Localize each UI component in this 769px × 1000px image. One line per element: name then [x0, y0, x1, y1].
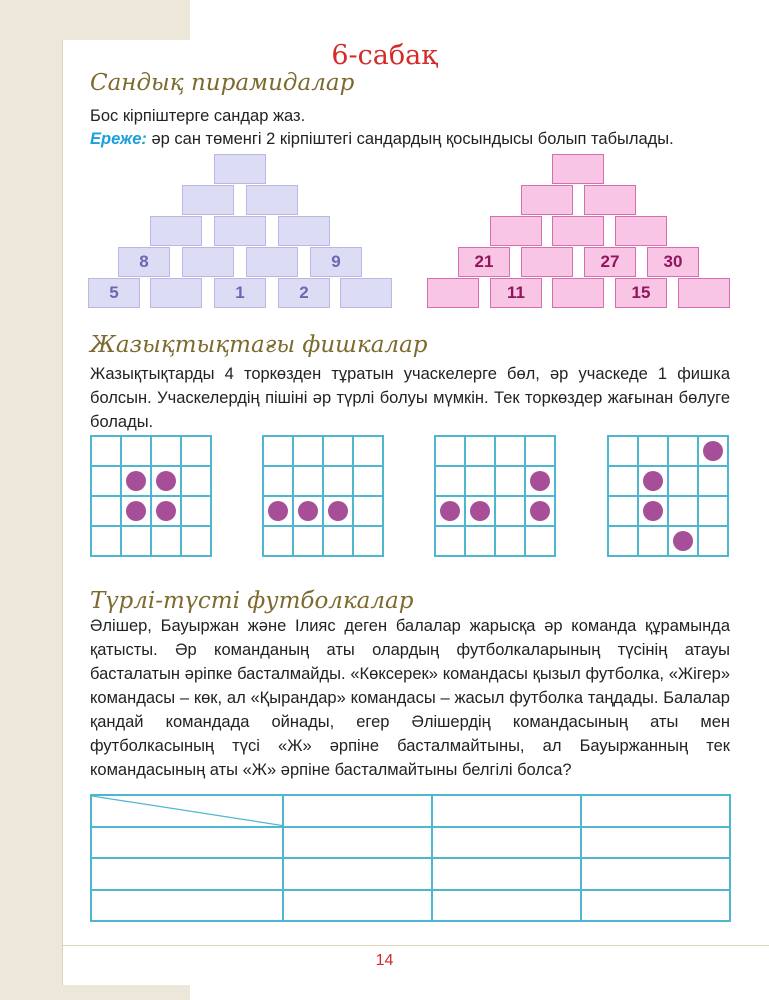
- grid-cell[interactable]: [698, 526, 728, 556]
- grid-cell[interactable]: [668, 526, 698, 556]
- grid-cell[interactable]: [465, 436, 495, 466]
- pyramids-rule: [90, 127, 730, 151]
- table-cell[interactable]: [581, 795, 730, 827]
- grid-cell[interactable]: [151, 526, 181, 556]
- grid-cell[interactable]: [435, 526, 465, 556]
- grid-cell[interactable]: [91, 496, 121, 526]
- grid-cell[interactable]: [293, 436, 323, 466]
- chip-icon: [530, 501, 550, 521]
- table-cell[interactable]: [283, 827, 432, 859]
- brick[interactable]: [552, 216, 604, 246]
- grid-cell[interactable]: [151, 436, 181, 466]
- grid-cell[interactable]: [465, 526, 495, 556]
- grid-cell[interactable]: [121, 496, 151, 526]
- brick[interactable]: [150, 278, 202, 308]
- brick[interactable]: [678, 278, 730, 308]
- table-cell[interactable]: [283, 890, 432, 922]
- chip-icon: [643, 471, 663, 491]
- grid-cell[interactable]: [293, 496, 323, 526]
- chip-icon: [673, 531, 693, 551]
- chip-icon: [298, 501, 318, 521]
- table-corner-cell[interactable]: [91, 795, 283, 827]
- grid-cell[interactable]: [91, 526, 121, 556]
- grid-cell[interactable]: [293, 526, 323, 556]
- grid-cell[interactable]: [638, 526, 668, 556]
- shirts-text: Әлішер, Бауыржан және Ілияс деген балалар жарысқа әр команда құрамында қатысты. Әр команданың аты олардың футболкаларының түсінің атауы басталатын әріпке басталмайды. «Көксерек» командасы қызыл футболка, «Жігер» командасы – көк, ал «Қырандар» командасы – жасыл футболка таңдады. Балалар қандай командада ойнады, егер Әлішердің командасының аты мен футболкасының түсі «Ж» әрпіне басталмайтыны, ал Бауыржанның тек командасының аты «Ж» әрпіне басталмайтыны белгілі болса?: [90, 617, 730, 779]
- grid-cell[interactable]: [698, 466, 728, 496]
- brick[interactable]: [584, 185, 636, 215]
- grid-cell[interactable]: [435, 496, 465, 526]
- brick[interactable]: 11: [490, 278, 542, 308]
- chip-icon: [156, 471, 176, 491]
- grid-cell[interactable]: [353, 466, 383, 496]
- brick[interactable]: [615, 216, 667, 246]
- table-cell[interactable]: [581, 858, 730, 890]
- grid-cell[interactable]: [435, 466, 465, 496]
- brick[interactable]: [214, 216, 266, 246]
- rule-text: әр сан төменгі 2 кірпіштегі сандардың қосындысы болып табылады.: [146, 130, 674, 148]
- brick[interactable]: 8: [118, 247, 170, 277]
- grid-cell[interactable]: [181, 436, 211, 466]
- brick[interactable]: 15: [615, 278, 667, 308]
- grid-cell[interactable]: [353, 526, 383, 556]
- table-cell[interactable]: [91, 858, 283, 890]
- brick[interactable]: 9: [310, 247, 362, 277]
- brick[interactable]: 21: [458, 247, 510, 277]
- grid-cell[interactable]: [495, 436, 525, 466]
- grid-cell[interactable]: [181, 496, 211, 526]
- grid-cell[interactable]: [638, 496, 668, 526]
- grid-cell[interactable]: [495, 496, 525, 526]
- grid-cell[interactable]: [121, 526, 151, 556]
- grid-cell[interactable]: [151, 466, 181, 496]
- grid-cell[interactable]: [608, 436, 638, 466]
- diagonal-divider: [92, 796, 282, 826]
- brick[interactable]: 30: [647, 247, 699, 277]
- brick[interactable]: [278, 216, 330, 246]
- table-cell[interactable]: [581, 827, 730, 859]
- chip-grid-2: [262, 435, 384, 557]
- brick[interactable]: [246, 185, 298, 215]
- grid-cell[interactable]: [435, 436, 465, 466]
- brick[interactable]: [214, 154, 266, 184]
- chip-grid-3: [434, 435, 556, 557]
- grid-cell[interactable]: [263, 466, 293, 496]
- chip-icon: [328, 501, 348, 521]
- grid-cell[interactable]: [465, 496, 495, 526]
- grid-cell[interactable]: [181, 466, 211, 496]
- table-cell[interactable]: [581, 890, 730, 922]
- grid-cell[interactable]: [353, 496, 383, 526]
- brick[interactable]: [182, 185, 234, 215]
- chip-grid-4: [607, 435, 729, 557]
- brick[interactable]: 2: [278, 278, 330, 308]
- brick[interactable]: [340, 278, 392, 308]
- brick[interactable]: [182, 247, 234, 277]
- grid-cell[interactable]: [121, 436, 151, 466]
- section-title-chips: Жазықтықтағы фишкалар: [90, 332, 428, 358]
- page-number: 14: [375, 952, 394, 969]
- grid-cell[interactable]: [353, 436, 383, 466]
- grid-cell[interactable]: [668, 436, 698, 466]
- grid-cell[interactable]: [638, 466, 668, 496]
- brick[interactable]: [427, 278, 479, 308]
- grid-cell[interactable]: [263, 496, 293, 526]
- brick[interactable]: [150, 216, 202, 246]
- grid-cell[interactable]: [608, 466, 638, 496]
- brick[interactable]: 27: [584, 247, 636, 277]
- brick[interactable]: [552, 154, 604, 184]
- brick[interactable]: 1: [214, 278, 266, 308]
- grid-cell[interactable]: [323, 466, 353, 496]
- table-cell[interactable]: [432, 890, 581, 922]
- table-row: [91, 890, 730, 922]
- table-cell[interactable]: [432, 795, 581, 827]
- table-row: [91, 827, 730, 859]
- grid-cell[interactable]: [181, 526, 211, 556]
- grid-cell[interactable]: [638, 436, 668, 466]
- brick[interactable]: [521, 247, 573, 277]
- table-row: [91, 795, 730, 827]
- grid-cell[interactable]: [525, 496, 555, 526]
- answer-table: [90, 794, 731, 922]
- brick[interactable]: [521, 185, 573, 215]
- rule-label: Ереже:: [90, 130, 147, 148]
- grid-cell[interactable]: [263, 526, 293, 556]
- table-cell[interactable]: [432, 827, 581, 859]
- grid-cell[interactable]: [495, 526, 525, 556]
- chip-icon: [440, 501, 460, 521]
- lesson-title: 6-сабақ: [331, 40, 438, 71]
- chip-icon: [530, 471, 550, 491]
- table-cell[interactable]: [283, 795, 432, 827]
- chip-icon: [703, 441, 723, 461]
- chips-text: Жазықтықтарды 4 торкөзден тұратын учаскелерге бөл, әр учаскеде 1 фишка болсын. Учаскелердің пішіні әр түрлі болуы мүмкін. Тек торкөздер жағынан бөлуге болады.: [90, 365, 730, 431]
- pyramids-instruction: Бос кірпіштерге сандар жаз.: [90, 107, 306, 125]
- brick[interactable]: 5: [88, 278, 140, 308]
- table-row: [91, 858, 730, 890]
- grid-cell[interactable]: [668, 466, 698, 496]
- grid-cell[interactable]: [525, 526, 555, 556]
- grid-cell[interactable]: [668, 496, 698, 526]
- grid-cell[interactable]: [323, 526, 353, 556]
- brick[interactable]: [552, 278, 604, 308]
- chip-icon: [268, 501, 288, 521]
- page-frame-left: [62, 40, 63, 985]
- chip-icon: [126, 501, 146, 521]
- brick[interactable]: [246, 247, 298, 277]
- section-title-shirts: Түрлі-түсті футболкалар: [90, 588, 414, 614]
- grid-cell[interactable]: [121, 466, 151, 496]
- table-cell[interactable]: [283, 858, 432, 890]
- grid-cell[interactable]: [608, 496, 638, 526]
- chip-icon: [126, 471, 146, 491]
- grid-cell[interactable]: [263, 436, 293, 466]
- grid-cell[interactable]: [495, 466, 525, 496]
- section-title-pyramids: Сандық пирамидалар: [90, 70, 355, 96]
- table-cell[interactable]: [91, 827, 283, 859]
- table-cell[interactable]: [91, 890, 283, 922]
- grid-cell[interactable]: [293, 466, 323, 496]
- table-cell[interactable]: [432, 858, 581, 890]
- grid-cell[interactable]: [608, 526, 638, 556]
- chip-icon: [643, 501, 663, 521]
- page-frame-bottom: [62, 945, 769, 946]
- chip-grid-1: [90, 435, 212, 557]
- grid-cell[interactable]: [698, 496, 728, 526]
- chip-icon: [156, 501, 176, 521]
- grid-cell[interactable]: [91, 466, 121, 496]
- grid-cell[interactable]: [525, 466, 555, 496]
- grid-cell[interactable]: [323, 496, 353, 526]
- grid-cell[interactable]: [465, 466, 495, 496]
- grid-cell[interactable]: [151, 496, 181, 526]
- grid-cell[interactable]: [525, 436, 555, 466]
- grid-cell[interactable]: [91, 436, 121, 466]
- grid-cell[interactable]: [323, 436, 353, 466]
- chip-icon: [470, 501, 490, 521]
- brick[interactable]: [490, 216, 542, 246]
- grid-cell[interactable]: [698, 436, 728, 466]
